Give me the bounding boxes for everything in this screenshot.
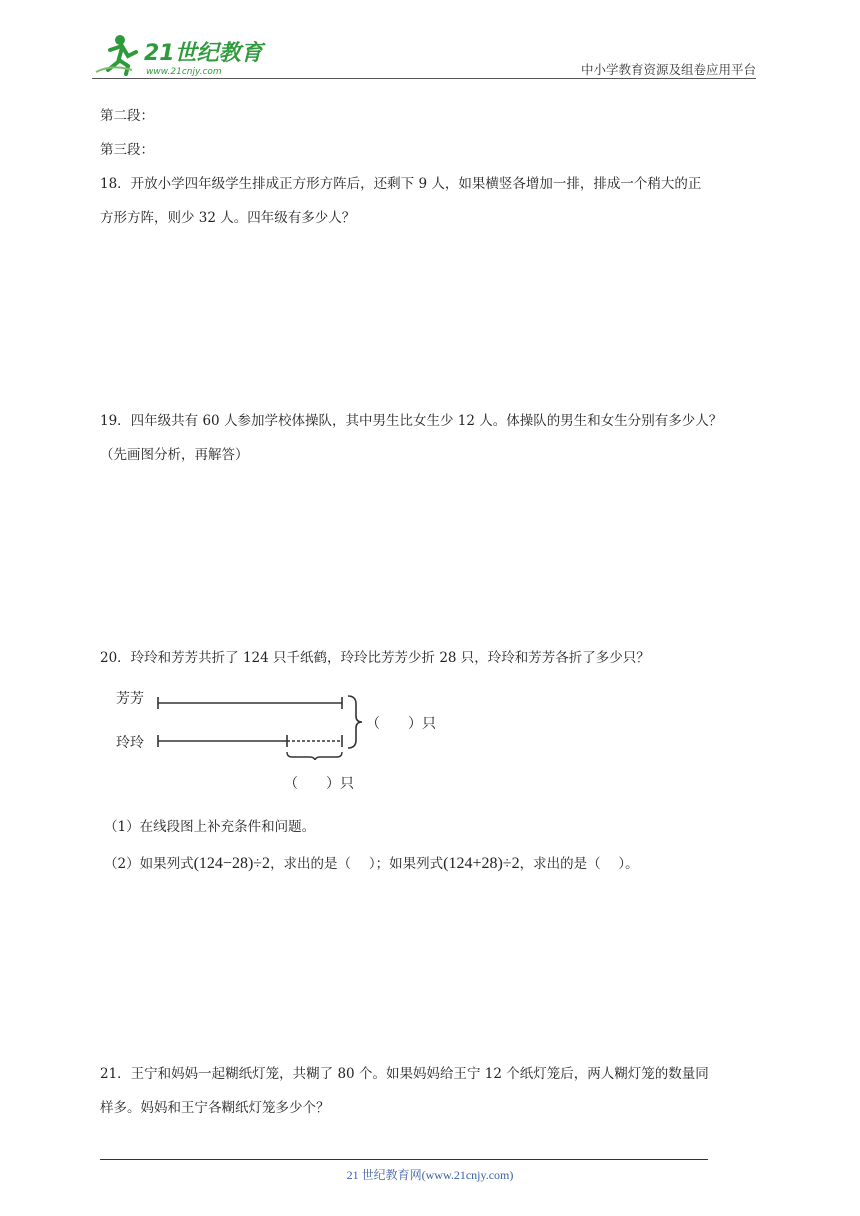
q21-line1: 21．王宁和妈妈一起糊纸灯笼，共糊了 80 个。如果妈妈给王宁 12 个纸灯笼后，两人糊灯笼的数量同 xyxy=(100,1066,709,1082)
logo-text: 21世纪教育 xyxy=(144,41,263,66)
diagram-label-fangfang: 芳芳 xyxy=(116,691,144,707)
expression-difference: (124−28)÷2 xyxy=(193,855,271,872)
platform-tagline: 中小学教育资源及组卷应用平台 xyxy=(580,62,756,77)
q20-sub2-part-b: ，求出的是（ ）；如果列式 xyxy=(270,856,444,872)
q19-line1: 19．四年级共有 60 人参加学校体操队，其中男生比女生少 12 人。体操队的男生和女生分别有多少人？ xyxy=(100,413,723,429)
segment-two-label: 第二段： xyxy=(100,108,154,124)
logo-url: www.21cnjy.com xyxy=(146,67,222,77)
difference-brace xyxy=(287,752,342,760)
line-segment-diagram xyxy=(150,690,380,760)
q19-line2: （先画图分析，再解答） xyxy=(100,447,249,463)
footer-link[interactable]: 21 世纪教育网(www.21cnjy.com) xyxy=(346,1168,514,1182)
q20-line1: 20．玲玲和芳芳共折了 124 只千纸鹤，玲玲比芳芳少折 28 只，玲玲和芳芳各折了多少只？ xyxy=(100,650,650,666)
q18-line2: 方形方阵，则少 32 人。四年级有多少人？ xyxy=(100,210,356,226)
q18-line1: 18．开放小学四年级学生排成正方形方阵后，还剩下 9 人，如果横竖各增加一排，排成一个稍大的正 xyxy=(100,176,702,192)
segment-three-label: 第三段： xyxy=(100,142,154,158)
footer-divider xyxy=(100,1159,708,1160)
runner-logo-icon xyxy=(96,35,136,74)
difference-answer-blank: （ ）只 xyxy=(284,776,354,792)
diagram-label-lingling: 玲玲 xyxy=(116,735,144,751)
q20-sub2 xyxy=(104,854,639,874)
q21-line2: 样多。妈妈和王宁各糊纸灯笼多少个？ xyxy=(100,1100,330,1116)
total-brace xyxy=(348,696,362,748)
expression-sum: (124+28)÷2 xyxy=(443,855,520,872)
q20-sub2-part-c: ，求出的是（ ）。 xyxy=(519,856,639,872)
header-divider xyxy=(92,78,756,79)
q20-sub2-part-a: （2）如果列式 xyxy=(104,856,194,872)
q20-sub1: （1）在线段图上补充条件和问题。 xyxy=(104,819,316,835)
site-logo xyxy=(92,30,272,80)
total-answer-blank: （ ）只 xyxy=(366,716,436,732)
